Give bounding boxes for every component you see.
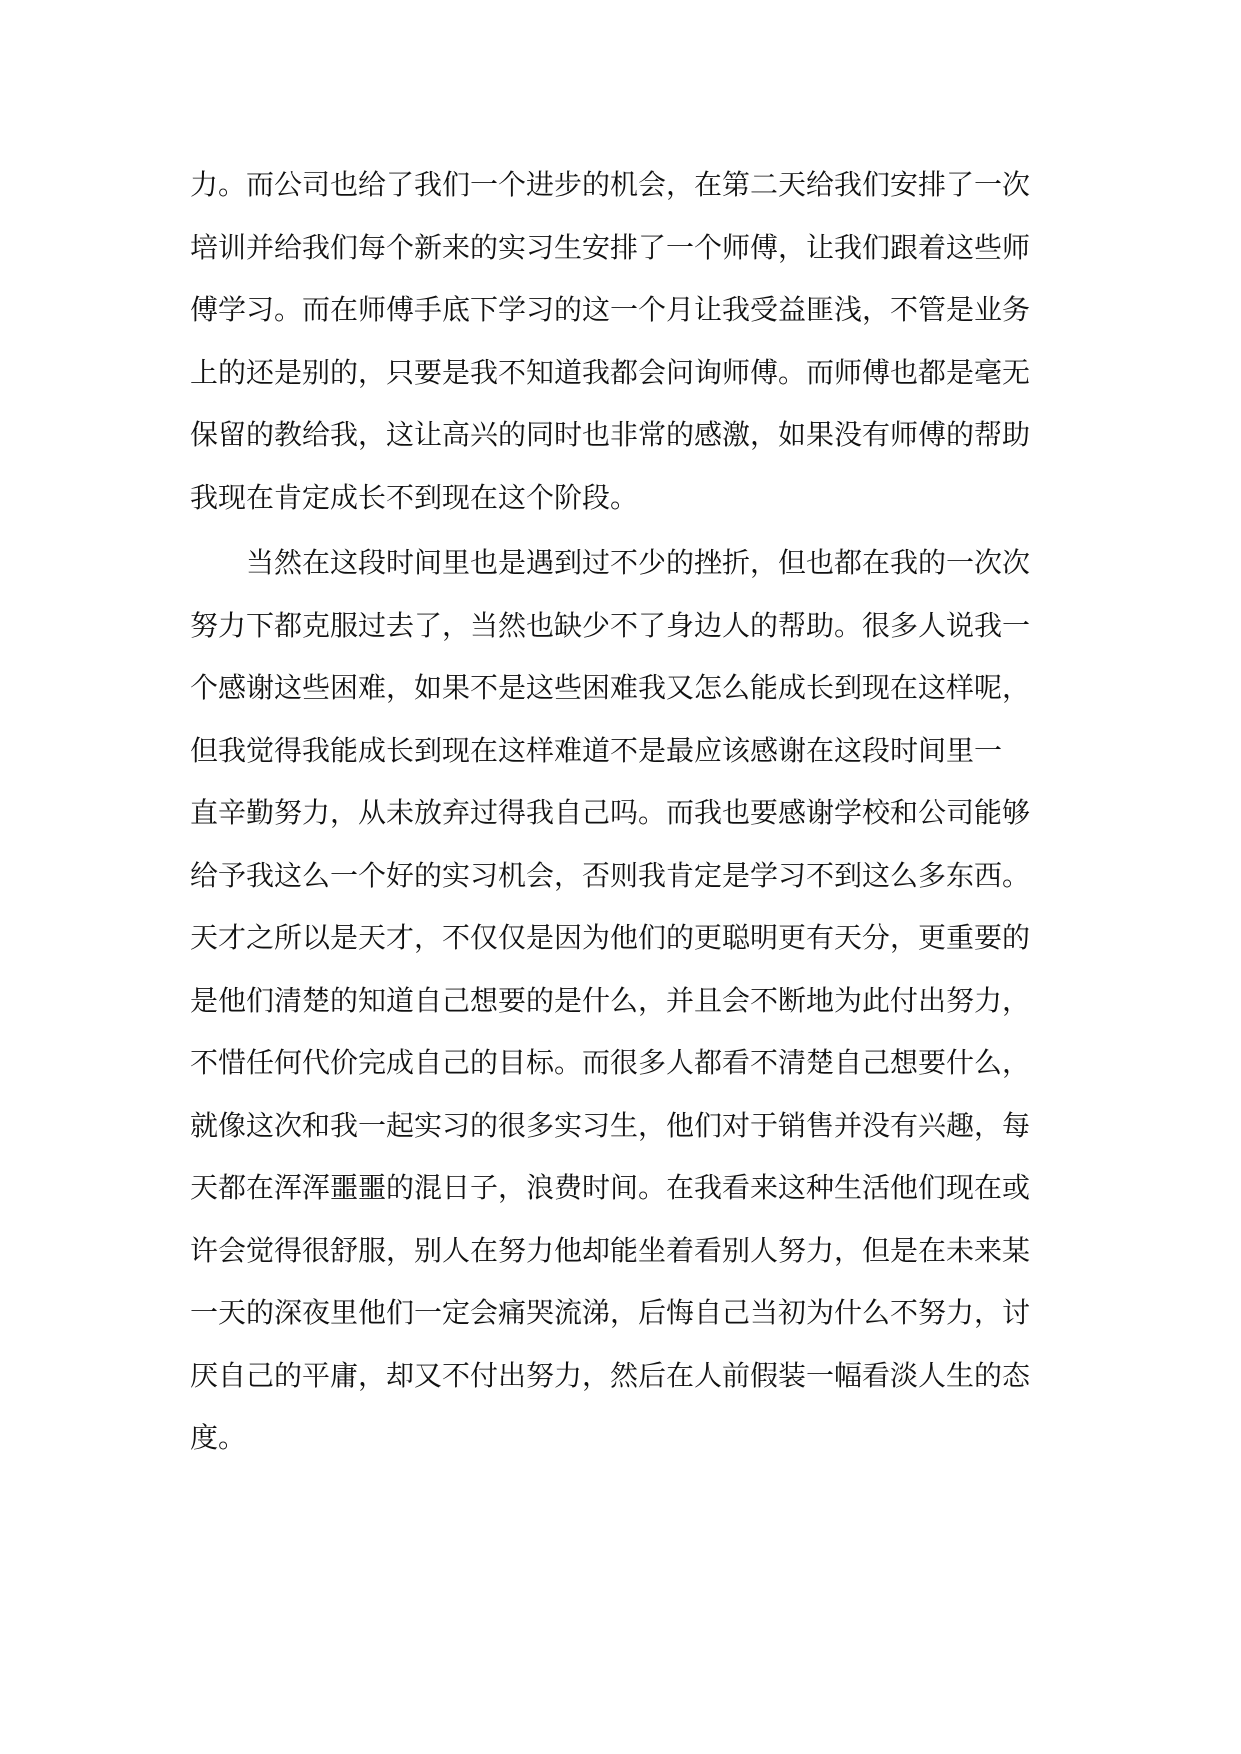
paragraph-2-line-14: 厌自己的平庸，却又不付出努力，然后在人前假装一幅看淡人生的态 — [190, 1359, 1031, 1392]
paragraph-2-line-5: 直辛勤努力，从未放弃过得我自己吗。而我也要感谢学校和公司能够 — [190, 796, 1031, 829]
paragraph-1-line-1: 力。而公司也给了我们一个进步的机会，在第二天给我们安排了一次 — [190, 168, 1031, 201]
paragraph-2-line-6: 给予我这么一个好的实习机会，否则我肯定是学习不到这么多东西。 — [190, 859, 1031, 892]
paragraph-2-line-2: 努力下都克服过去了，当然也缺少不了身边人的帮助。很多人说我一 — [190, 609, 1031, 642]
paragraph-2-line-7: 天才之所以是天才，不仅仅是因为他们的更聪明更有天分，更重要的 — [190, 921, 1031, 954]
paragraph-2-line-3: 个感谢这些困难，如果不是这些困难我又怎么能成长到现在这样呢， — [190, 671, 1031, 704]
paragraph-2-line-9: 不惜任何代价完成自己的目标。而很多人都看不清楚自己想要什么， — [190, 1046, 1031, 1079]
paragraph-2-line-15: 度。 — [190, 1421, 247, 1454]
paragraph-1-line-4: 上的还是别的，只要是我不知道我都会问询师傅。而师傅也都是毫无 — [190, 356, 1031, 389]
paragraph-2-line-13: 一天的深夜里他们一定会痛哭流涕，后悔自己当初为什么不努力，讨 — [190, 1296, 1031, 1329]
paragraph-2-line-10: 就像这次和我一起实习的很多实习生，他们对于销售并没有兴趣，每 — [190, 1109, 1031, 1142]
paragraph-1-line-5: 保留的教给我，这让高兴的同时也非常的感激，如果没有师傅的帮助 — [190, 418, 1031, 451]
paragraph-2-line-1: 当然在这段时间里也是遇到过不少的挫折，但也都在我的一次次 — [246, 546, 1031, 579]
paragraph-1-line-2: 培训并给我们每个新来的实习生安排了一个师傅，让我们跟着这些师 — [190, 231, 1031, 264]
paragraph-2-line-4: 但我觉得我能成长到现在这样难道不是最应该感谢在这段时间里一 — [190, 734, 1003, 767]
paragraph-2-line-8: 是他们清楚的知道自己想要的是什么，并且会不断地为此付出努力， — [190, 984, 1031, 1017]
paragraph-1-line-3: 傅学习。而在师傅手底下学习的这一个月让我受益匪浅，不管是业务 — [190, 293, 1031, 326]
paragraph-1-line-6: 我现在肯定成长不到现在这个阶段。 — [190, 481, 639, 514]
paragraph-2-line-11: 天都在浑浑噩噩的混日子，浪费时间。在我看来这种生活他们现在或 — [190, 1171, 1031, 1204]
paragraph-2-line-12: 许会觉得很舒服，别人在努力他却能坐着看别人努力，但是在未来某 — [190, 1234, 1031, 1267]
